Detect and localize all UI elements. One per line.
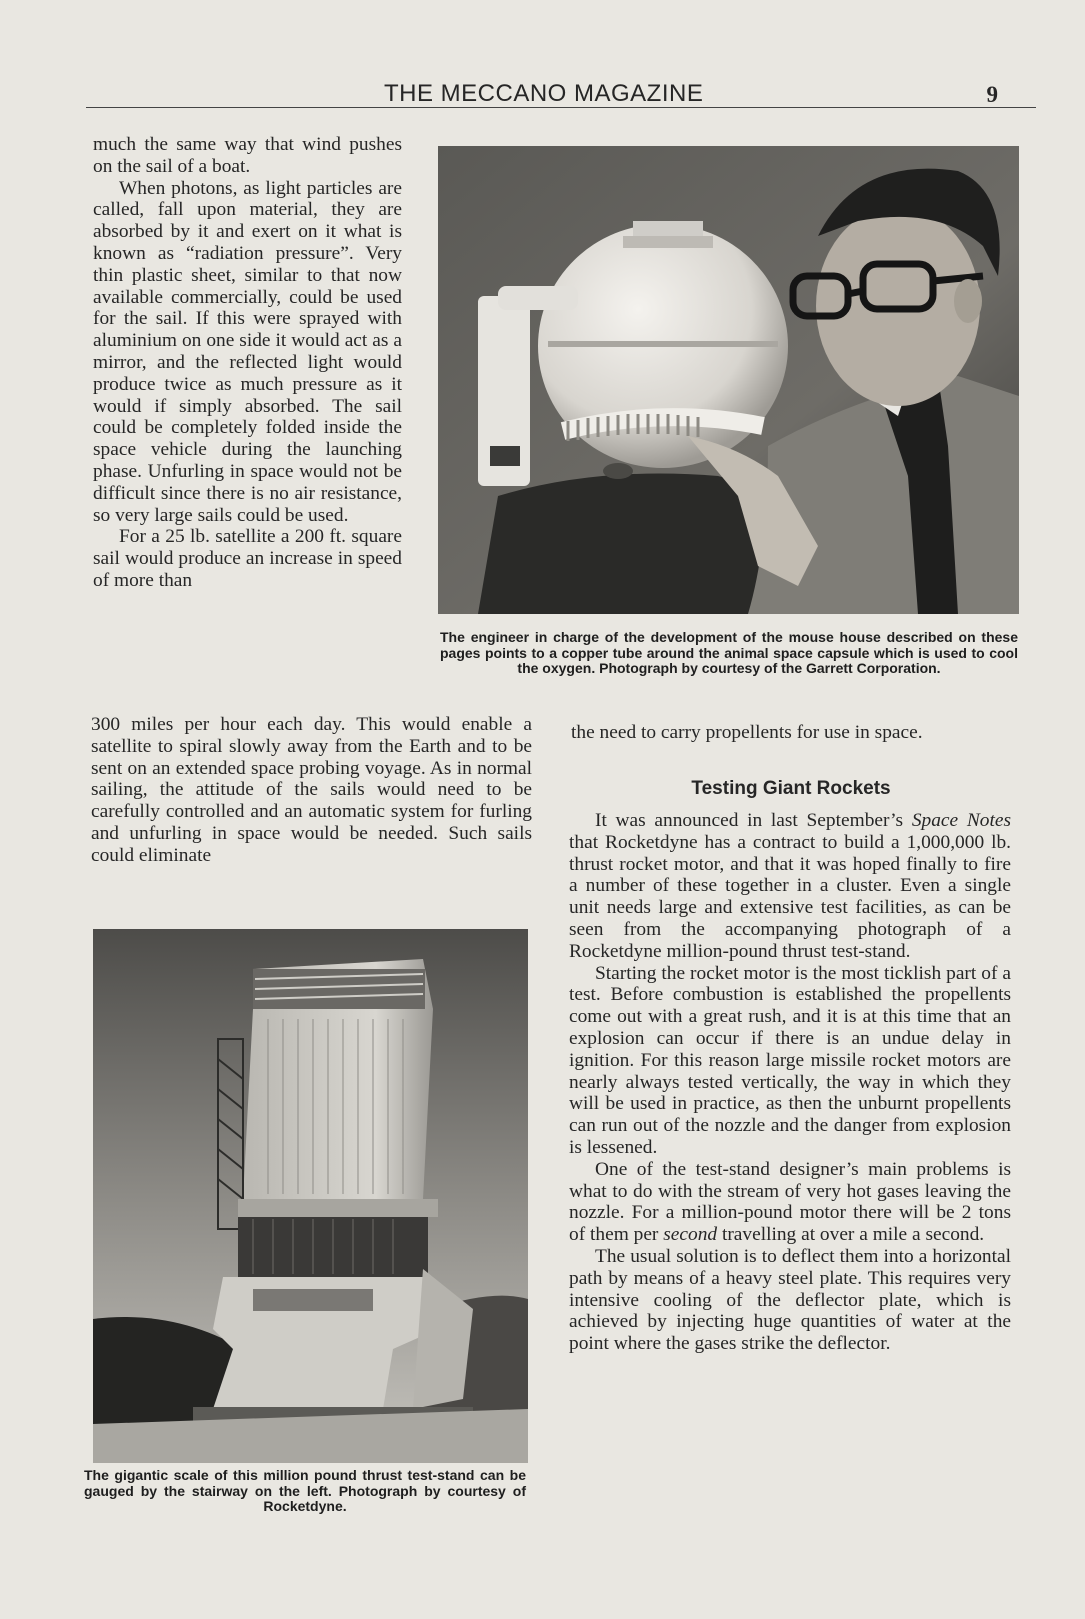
header-rule: [86, 107, 1036, 108]
paragraph: Starting the rocket motor is the most ticklish part of a test. Before combustion is established the propellents come out with a great rush, and it is at this time that an explosion can occur if there is an undue delay in ignition. For this reason large missile rocket motors are nearly always tested vertically, the way in which they will be used in practice, as then the unburnt propellents can run out of the nozzle and the danger from explosion is lessened.: [569, 962, 1011, 1158]
page-number: 9: [986, 82, 998, 107]
left-column-top: [93, 134, 402, 592]
italic-text: second: [663, 1224, 718, 1246]
right-column-body: [569, 810, 1011, 1355]
engineer-photo: [438, 146, 1019, 614]
test-stand-photo-caption: The gigantic scale of this million pound thrust test-stand can be gauged by the stairway on the left. Photograph by courtesy of Rocketdyne.: [84, 1467, 526, 1514]
magazine-title: THE MECCANO MAGAZINE: [384, 80, 704, 107]
paragraph: For a 25 lb. satellite a 200 ft. square sail would produce an increase in speed of more than: [93, 526, 402, 591]
section-heading: Testing Giant Rockets: [691, 778, 891, 799]
page-header: [86, 80, 1036, 108]
test-stand-photo-image: [93, 929, 528, 1463]
text-run: One of the test-stand designer’s main problems is what to do with the stream of very hot gases leaving the nozzle. For a million-pound motor there will be 2 tons of them per: [569, 1158, 1011, 1246]
paragraph: When photons, as light particles are called, fall upon material, they are absorbed by it and exert on it what is known as “radiation pressure”. Very thin plastic sheet, similar to that now available commercially, could be used for the sail. If this were sprayed with aluminium on one side it would act as a mirror, and the reflected light would produce twice as much pressure as it would if simply absorbed. The sail could be completely folded inside the space vehicle during the launching phase. Unfurling in space would not be difficult since there is no air resistance, so very large sails could be used.: [93, 177, 402, 526]
text-run: It was announced in last September’s: [595, 810, 912, 831]
text-run: that Rocketdyne has a contract to build a 1,000,000 lb. thrust rocket motor, and that it was hoped finally to fire a number of these together in a cluster. Even a single unit needs large and extensive test facilities, as can be seen from the accompanying photograph of a Rocketdyne million-pound thrust test-stand.: [569, 831, 1011, 962]
left-column-wide: [91, 714, 532, 867]
italic-text: Space Notes: [911, 810, 1011, 831]
right-column: [571, 722, 1011, 744]
paragraph: The usual solution is to deflect them into a horizontal path by means of a heavy steel plate. This requires very intensive cooling of the deflector plate, which is achieved by injecting huge quantities of water at the point where the gases strike the deflector.: [569, 1245, 1011, 1355]
paragraph: the need to carry propellents for use in space.: [571, 722, 923, 743]
paragraph: [569, 810, 1011, 963]
engineer-photo-caption: The engineer in charge of the development of the mouse house described on these pages points to a copper tube around the animal space capsule which is used to cool the oxygen. Photograph by courtesy of the Garrett Corporation.: [440, 629, 1018, 676]
paragraph: much the same way that wind pushes on the sail of a boat.: [93, 134, 402, 177]
text-run: travelling at over a mile a second.: [717, 1224, 985, 1246]
engineer-photo-image: [438, 146, 1019, 614]
paragraph: 300 miles per hour each day. This would enable a satellite to spiral slowly away from the Earth and to be sent on an extended space probing voyage. As in normal sailing, the attitude of the sails would need to be carefully controlled and an automatic system for furling and unfurling in space would be needed. Such sails could eliminate: [91, 714, 532, 866]
paragraph: [569, 1159, 1011, 1246]
test-stand-photo: [93, 929, 528, 1463]
